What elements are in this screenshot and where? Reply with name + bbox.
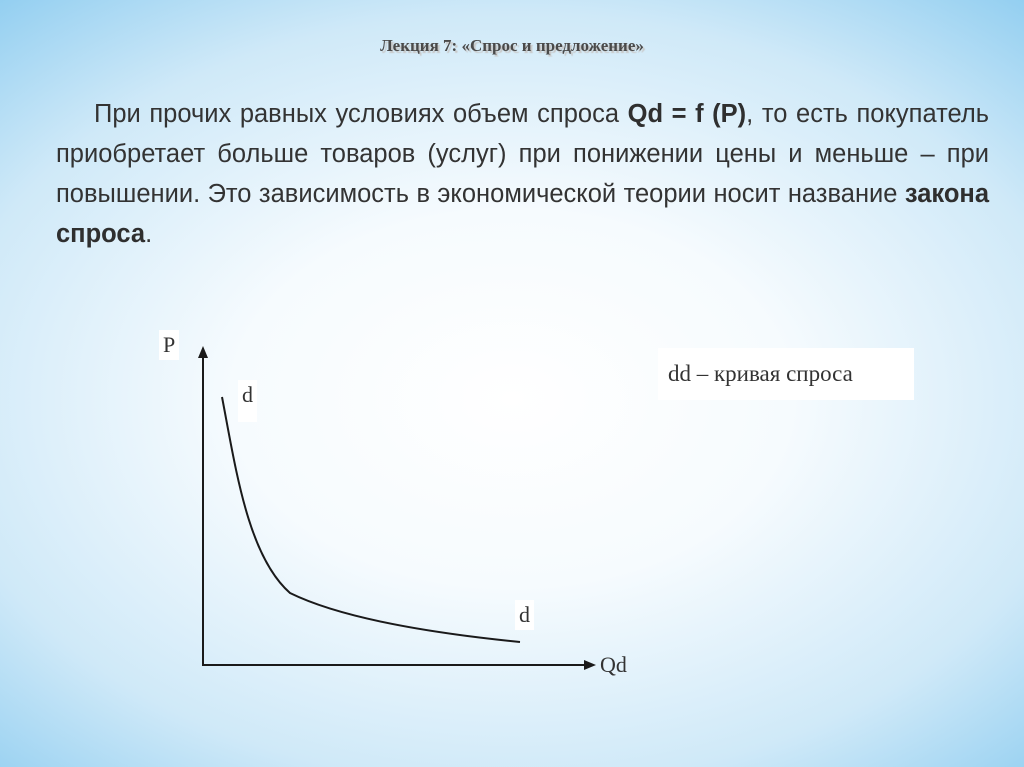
curve-end-label: d <box>515 600 534 630</box>
curve-start-label: d <box>238 380 257 422</box>
formula: Qd = f (P) <box>627 100 747 128</box>
x-axis-label: Qd <box>600 652 627 677</box>
slide-title: Лекция 7: «Спрос и предложение» <box>380 36 644 55</box>
law-name: закона спроса <box>56 180 989 248</box>
paragraph-part3: . <box>145 220 153 248</box>
paragraph-part1: При прочих равных условиях объем спроса <box>94 100 628 128</box>
y-axis-label: P <box>159 330 179 360</box>
x-axis-arrow <box>584 660 596 670</box>
y-axis-arrow <box>198 346 208 358</box>
paragraph-part2: , то есть покупатель приобретает больше товаров (услуг) при понижении цены и меньше – при повышении. Это зависимость в экономической теории носит название <box>56 100 989 208</box>
legend-box: dd – кривая спроса <box>658 348 914 400</box>
demand-curve <box>222 397 520 642</box>
